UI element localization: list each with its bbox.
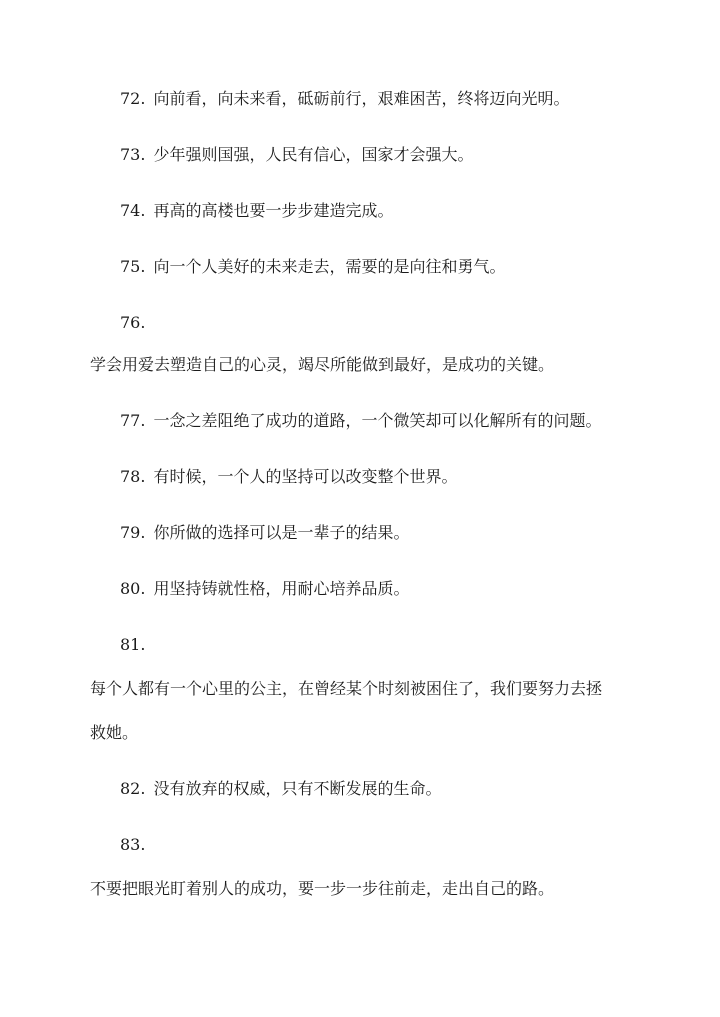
item-text: 向前看，向未来看，砥砺前行，艰难困苦，终将迈向光明。 (153, 89, 570, 108)
list-item-82 (120, 779, 441, 799)
item-text: 学会用爱去塑造自己的心灵，竭尽所能做到最好，是成功的关键。 (90, 355, 555, 374)
item-number: 74. (120, 201, 146, 220)
item-text: 向一个人美好的未来走去，需要的是向往和勇气。 (153, 257, 506, 276)
list-item-76-text (90, 355, 554, 375)
item-text: 一念之差阻绝了成功的道路，一个微笑却可以化解所有的问题。 (153, 411, 602, 430)
list-item-73 (120, 145, 473, 165)
list-item-78 (120, 467, 457, 487)
list-item-83-number (120, 835, 153, 855)
list-item-81-text-line-2 (90, 723, 138, 743)
list-item-83-text (90, 879, 554, 899)
item-text: 再高的高楼也要一步步建造完成。 (153, 201, 394, 220)
item-number: 79. (120, 523, 146, 542)
list-item-79 (120, 523, 409, 543)
item-number: 83. (120, 835, 146, 854)
list-item-74 (120, 201, 393, 221)
item-number: 76. (120, 313, 146, 332)
item-number: 81. (120, 635, 146, 654)
list-item-80 (120, 579, 409, 599)
list-item-72 (120, 89, 569, 109)
list-item-75 (120, 257, 505, 277)
item-text: 少年强则国强，人民有信心，国家才会强大。 (153, 145, 474, 164)
list-item-77 (120, 411, 601, 431)
item-number: 82. (120, 779, 146, 798)
item-number: 80. (120, 579, 146, 598)
list-item-81-text-line-1 (90, 679, 602, 699)
item-text: 你所做的选择可以是一辈子的结果。 (153, 523, 410, 542)
item-text: 有时候，一个人的坚持可以改变整个世界。 (153, 467, 458, 486)
list-item-81-number (120, 635, 153, 655)
item-number: 77. (120, 411, 146, 430)
item-number: 75. (120, 257, 146, 276)
item-text: 不要把眼光盯着别人的成功，要一步一步往前走，走出自己的路。 (90, 879, 555, 898)
item-number: 73. (120, 145, 146, 164)
item-text: 救她。 (90, 723, 139, 742)
item-text: 每个人都有一个心里的公主，在曾经某个时刻被困住了，我们要努力去拯 (90, 679, 603, 698)
item-text: 用坚持铸就性格，用耐心培养品质。 (153, 579, 410, 598)
item-text: 没有放弃的权威，只有不断发展的生命。 (153, 779, 442, 798)
item-number: 72. (120, 89, 146, 108)
list-item-76-number (120, 313, 153, 333)
item-number: 78. (120, 467, 146, 486)
